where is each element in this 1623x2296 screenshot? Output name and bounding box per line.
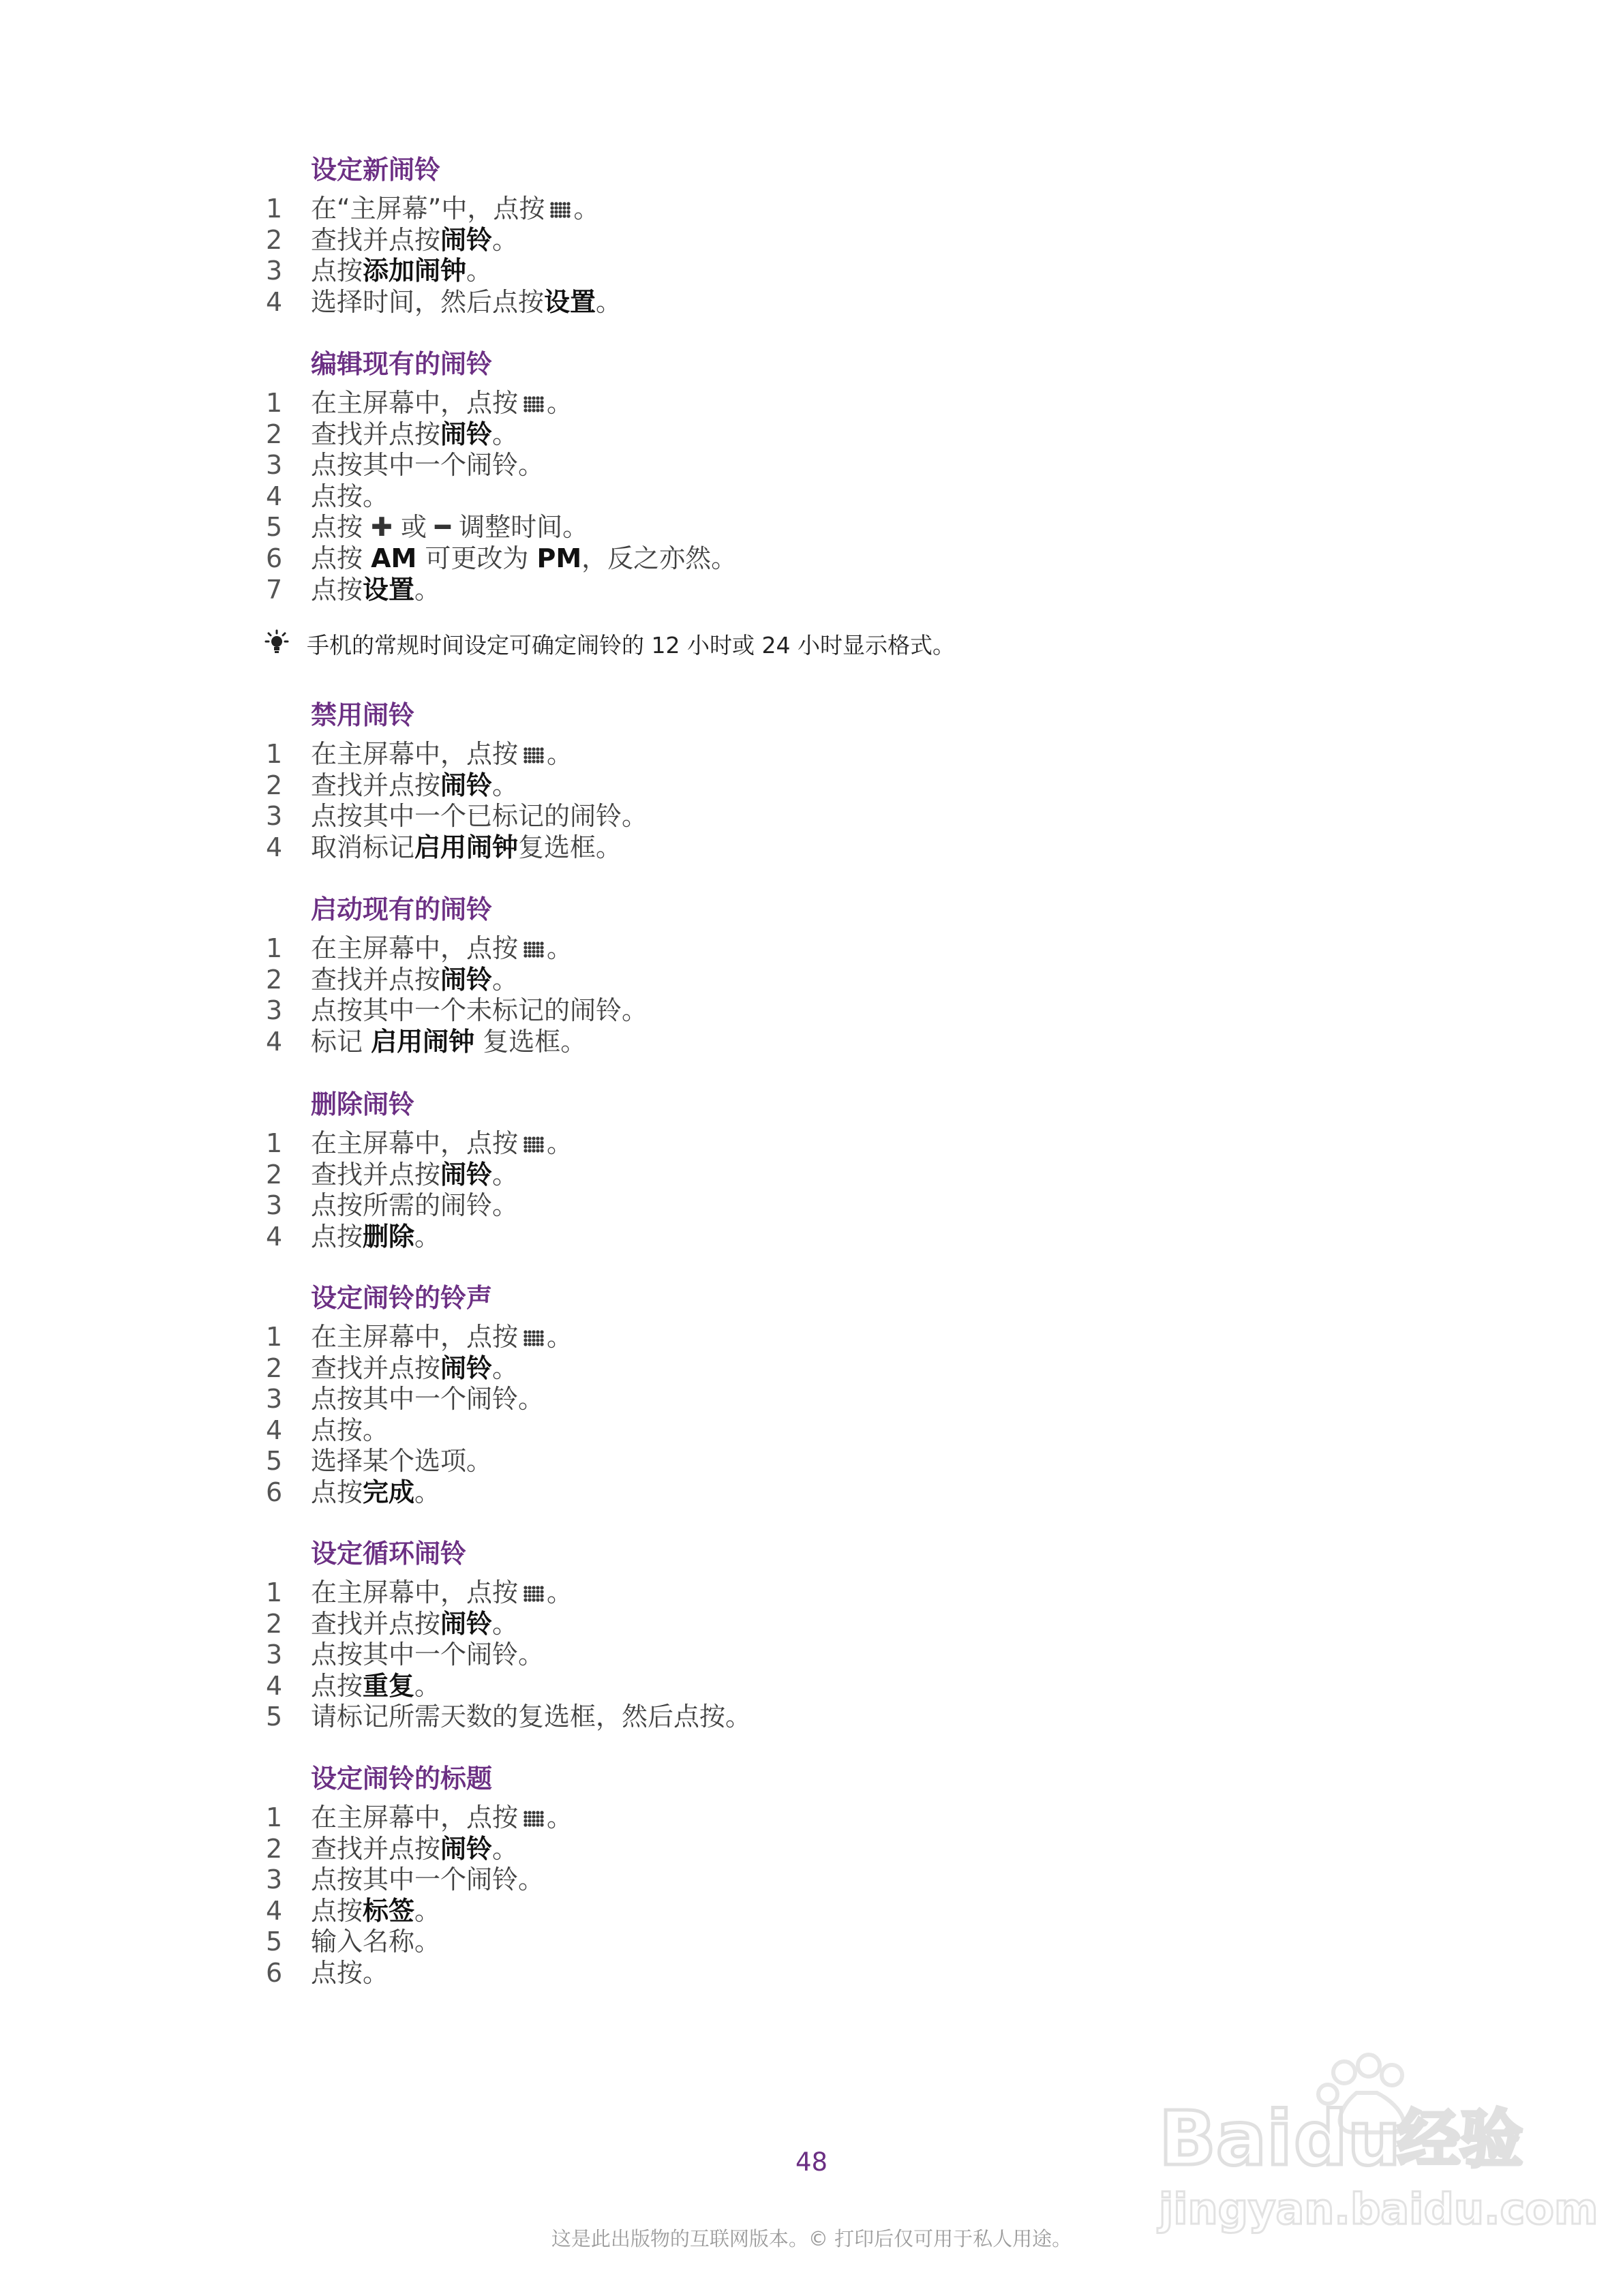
step-text: 点按其中一个闹铃。 bbox=[311, 1384, 545, 1415]
page-number: 48 bbox=[795, 2147, 828, 2177]
step-text: 。 bbox=[492, 224, 519, 255]
step-number: 4 bbox=[266, 832, 283, 862]
ui-term: 闹铃 bbox=[440, 1833, 493, 1864]
step-number: 1 bbox=[266, 388, 283, 418]
step-number: 5 bbox=[266, 1446, 283, 1477]
step-text: 查找并点按 bbox=[311, 1159, 441, 1190]
step-text: 点按 bbox=[311, 256, 363, 286]
step-text: 在主屏幕中，点按 bbox=[311, 1128, 519, 1158]
step-text: 。 bbox=[492, 1353, 519, 1383]
step-item bbox=[266, 1026, 586, 1057]
step-item bbox=[266, 286, 622, 318]
ui-term: 添加闹钟 bbox=[363, 256, 467, 286]
step-text: 在“主屏幕”中，点按 bbox=[311, 194, 545, 224]
baidu-jingyan-watermark bbox=[1152, 2045, 1598, 2250]
step-number: 1 bbox=[266, 1322, 283, 1352]
svg-text:jingyan.baidu.com: jingyan.baidu.com bbox=[1159, 2184, 1598, 2234]
step-text: 。 bbox=[547, 933, 573, 963]
section-heading: 删除闹铃 bbox=[311, 1089, 415, 1119]
ui-term: 重复 bbox=[363, 1670, 415, 1701]
step-item bbox=[266, 1864, 544, 1895]
ui-term: 闹铃 bbox=[440, 1159, 493, 1190]
step-item bbox=[266, 995, 648, 1026]
step-number: 3 bbox=[266, 256, 283, 286]
step-number: 2 bbox=[266, 419, 283, 449]
step-text: 。 bbox=[573, 194, 600, 224]
step-text: 。 bbox=[492, 1159, 519, 1190]
step-text: 。 bbox=[466, 256, 493, 286]
step-item bbox=[266, 1383, 544, 1415]
ui-term: 启用闹钟 bbox=[371, 1026, 475, 1057]
ui-term: 闹铃 bbox=[440, 770, 493, 800]
section-heading: 设定闹铃的标题 bbox=[311, 1764, 493, 1794]
step-item bbox=[266, 1833, 518, 1864]
ui-term: AM bbox=[371, 543, 417, 573]
step-text: 。 bbox=[547, 739, 573, 769]
step-text: 点按 bbox=[311, 1221, 363, 1252]
step-text: 点按 bbox=[311, 512, 371, 543]
step-text: 选择时间，然后点按 bbox=[311, 286, 545, 317]
step-number: 2 bbox=[266, 770, 283, 800]
ui-term: 闹铃 bbox=[440, 1353, 493, 1383]
step-number: 6 bbox=[266, 1958, 283, 1988]
step-text: 点按 bbox=[311, 574, 363, 605]
apps-grid-icon bbox=[524, 1330, 544, 1346]
ui-term: 闹铃 bbox=[440, 964, 493, 995]
step-text: 查找并点按 bbox=[311, 1833, 441, 1864]
step-text: 。 bbox=[547, 1802, 573, 1832]
step-number: 2 bbox=[266, 1833, 283, 1864]
step-number: 7 bbox=[266, 574, 283, 605]
step-text: 点按。 bbox=[311, 481, 389, 511]
step-text: 。 bbox=[492, 1608, 519, 1639]
footer-note: 这是此出版物的互联网版本。© 打印后仅可用于私人用途。 bbox=[551, 2227, 1072, 2250]
step-item bbox=[266, 1321, 573, 1353]
step-text: 查找并点按 bbox=[311, 224, 441, 255]
step-number: 4 bbox=[266, 1221, 283, 1252]
step-item bbox=[266, 1128, 573, 1159]
step-item bbox=[266, 1608, 518, 1640]
ui-term: 启用闹钟 bbox=[414, 832, 519, 862]
apps-grid-icon bbox=[524, 396, 544, 412]
step-number: 1 bbox=[266, 739, 283, 769]
step-text: 选择某个选项。 bbox=[311, 1446, 493, 1477]
step-item bbox=[266, 449, 544, 481]
step-text: ，反之亦然。 bbox=[581, 543, 738, 573]
step-text: 点按 bbox=[311, 1895, 363, 1926]
step-text: 在主屏幕中，点按 bbox=[311, 1322, 519, 1352]
step-text: 点按。 bbox=[311, 1958, 389, 1988]
apps-grid-icon bbox=[524, 1136, 544, 1153]
section-heading: 设定循环闹铃 bbox=[311, 1539, 467, 1569]
apps-grid-icon bbox=[550, 202, 571, 218]
step-item bbox=[266, 224, 518, 256]
step-text: 取消标记 bbox=[311, 832, 415, 862]
step-text: 查找并点按 bbox=[311, 1608, 441, 1639]
step-text: 在主屏幕中，点按 bbox=[311, 933, 519, 963]
step-text: 点按 bbox=[311, 543, 371, 573]
step-text: 在主屏幕中，点按 bbox=[311, 1577, 519, 1607]
step-number: 6 bbox=[266, 543, 283, 573]
step-number: 2 bbox=[266, 1608, 283, 1639]
step-text: 请标记所需天数的复选框，然后点按。 bbox=[311, 1702, 752, 1732]
step-text: 点按。 bbox=[311, 1415, 389, 1445]
svg-text:经验: 经验 bbox=[1397, 2103, 1523, 2176]
lightbulb-icon bbox=[262, 629, 292, 659]
ui-term: 设置 bbox=[544, 286, 596, 317]
step-item bbox=[266, 574, 440, 605]
step-item bbox=[266, 1895, 440, 1927]
step-item bbox=[266, 1445, 492, 1477]
step-number: 5 bbox=[266, 512, 283, 543]
ui-term: 标签 bbox=[363, 1895, 415, 1926]
step-item bbox=[266, 543, 737, 574]
step-item bbox=[266, 1802, 573, 1833]
step-text: 查找并点按 bbox=[311, 1353, 441, 1383]
section-heading: 设定新闹铃 bbox=[311, 155, 441, 185]
step-item bbox=[266, 738, 573, 770]
step-text: 。 bbox=[547, 1577, 573, 1607]
step-item bbox=[266, 511, 588, 543]
apps-grid-icon bbox=[524, 941, 544, 958]
step-number: 4 bbox=[266, 286, 283, 317]
step-item bbox=[266, 387, 573, 419]
section-heading: 编辑现有的闹铃 bbox=[311, 349, 493, 379]
step-number: 1 bbox=[266, 1802, 283, 1832]
step-item bbox=[266, 1353, 518, 1384]
step-item bbox=[266, 1477, 440, 1508]
step-text: 在主屏幕中，点按 bbox=[311, 739, 519, 769]
step-text: 查找并点按 bbox=[311, 964, 441, 995]
step-number: 4 bbox=[266, 1415, 283, 1445]
step-item bbox=[266, 1221, 440, 1252]
step-number: 4 bbox=[266, 1670, 283, 1701]
ui-term: 闹铃 bbox=[440, 1608, 493, 1639]
step-text: 点按其中一个闹铃。 bbox=[311, 1864, 545, 1895]
step-number: 4 bbox=[266, 1026, 283, 1057]
section-heading: 启动现有的闹铃 bbox=[311, 894, 493, 924]
step-text: 点按其中一个已标记的闹铃。 bbox=[311, 801, 648, 832]
tip-text: 手机的常规时间设定可确定闹铃的 12 小时或 24 小时显示格式。 bbox=[307, 632, 955, 659]
watermark-brand-text: Bai bbox=[1159, 2095, 1292, 2182]
step-number: 3 bbox=[266, 1864, 283, 1895]
step-text: 输入名称。 bbox=[311, 1927, 441, 1957]
step-item bbox=[266, 193, 599, 224]
plus-icon: ✚ bbox=[371, 512, 393, 543]
step-number: 3 bbox=[266, 1190, 283, 1221]
step-number: 2 bbox=[266, 964, 283, 995]
step-text: 。 bbox=[414, 574, 441, 605]
step-text: 。 bbox=[492, 964, 519, 995]
ui-term: 闹铃 bbox=[440, 224, 493, 255]
section-heading: 禁用闹铃 bbox=[311, 700, 415, 730]
step-text: 点按所需的闹铃。 bbox=[311, 1190, 519, 1221]
step-text: 。 bbox=[547, 1322, 573, 1352]
step-text: 调整时间。 bbox=[451, 512, 589, 543]
step-text: 点按 bbox=[311, 1670, 363, 1701]
step-text: 。 bbox=[547, 1128, 573, 1158]
step-number: 1 bbox=[266, 1128, 283, 1158]
step-number: 2 bbox=[266, 1159, 283, 1190]
step-item bbox=[266, 419, 518, 450]
step-number: 5 bbox=[266, 1927, 283, 1957]
step-text: 点按其中一个未标记的闹铃。 bbox=[311, 995, 648, 1026]
ui-term: 闹铃 bbox=[440, 419, 493, 449]
step-number: 3 bbox=[266, 1384, 283, 1415]
step-number: 3 bbox=[266, 995, 283, 1026]
step-item bbox=[266, 964, 518, 995]
step-text: 。 bbox=[492, 1833, 519, 1864]
tip-note bbox=[262, 629, 955, 661]
ui-term: PM bbox=[536, 543, 582, 573]
step-text: 点按其中一个闹铃。 bbox=[311, 1640, 545, 1670]
step-item bbox=[266, 255, 492, 286]
step-item bbox=[266, 1577, 573, 1608]
step-number: 5 bbox=[266, 1702, 283, 1732]
step-text: 或 bbox=[392, 512, 436, 543]
step-number: 1 bbox=[266, 194, 283, 224]
step-number: 2 bbox=[266, 224, 283, 255]
step-text: 标记 bbox=[311, 1026, 371, 1057]
step-text: 。 bbox=[492, 770, 519, 800]
step-number: 3 bbox=[266, 801, 283, 832]
step-number: 3 bbox=[266, 450, 283, 481]
step-number: 4 bbox=[266, 1895, 283, 1926]
step-number: 1 bbox=[266, 1577, 283, 1607]
step-number: 3 bbox=[266, 1640, 283, 1670]
step-text: 点按其中一个闹铃。 bbox=[311, 450, 545, 481]
step-item bbox=[266, 1701, 751, 1732]
step-item bbox=[266, 1190, 518, 1221]
step-text: 在主屏幕中，点按 bbox=[311, 1802, 519, 1832]
step-item bbox=[266, 1415, 389, 1446]
step-text: 。 bbox=[414, 1895, 441, 1926]
step-text: 。 bbox=[414, 1221, 441, 1252]
step-number: 4 bbox=[266, 481, 283, 511]
step-text: 可更改为 bbox=[416, 543, 537, 573]
step-text: 在主屏幕中，点按 bbox=[311, 388, 519, 418]
step-text: 。 bbox=[596, 286, 622, 317]
step-item bbox=[266, 1159, 518, 1190]
step-item bbox=[266, 481, 389, 512]
step-item bbox=[266, 770, 518, 801]
step-item bbox=[266, 1670, 440, 1702]
step-text: 。 bbox=[414, 1477, 441, 1507]
apps-grid-icon bbox=[524, 1811, 544, 1827]
step-text: 复选框。 bbox=[474, 1026, 587, 1057]
step-item bbox=[266, 1639, 544, 1670]
step-number: 1 bbox=[266, 933, 283, 963]
step-text: 。 bbox=[492, 419, 519, 449]
ui-term: 删除 bbox=[363, 1221, 415, 1252]
ui-term: 完成 bbox=[363, 1477, 415, 1507]
step-text: 点按 bbox=[311, 1477, 363, 1507]
step-text: 查找并点按 bbox=[311, 419, 441, 449]
section-heading: 设定闹铃的铃声 bbox=[311, 1283, 493, 1313]
minus-icon: ━ bbox=[435, 512, 451, 543]
step-text: 。 bbox=[414, 1670, 441, 1701]
svg-text:du: du bbox=[1294, 2095, 1401, 2182]
step-item bbox=[266, 832, 622, 863]
step-text: 。 bbox=[547, 388, 573, 418]
step-item bbox=[266, 800, 648, 832]
step-item bbox=[266, 933, 573, 964]
step-text: 查找并点按 bbox=[311, 770, 441, 800]
apps-grid-icon bbox=[524, 1586, 544, 1602]
step-item bbox=[266, 1957, 389, 1989]
apps-grid-icon bbox=[524, 747, 544, 764]
step-number: 6 bbox=[266, 1477, 283, 1507]
step-text: 复选框。 bbox=[518, 832, 622, 862]
step-number: 2 bbox=[266, 1353, 283, 1383]
step-item bbox=[266, 1926, 440, 1957]
ui-term: 设置 bbox=[363, 574, 415, 605]
